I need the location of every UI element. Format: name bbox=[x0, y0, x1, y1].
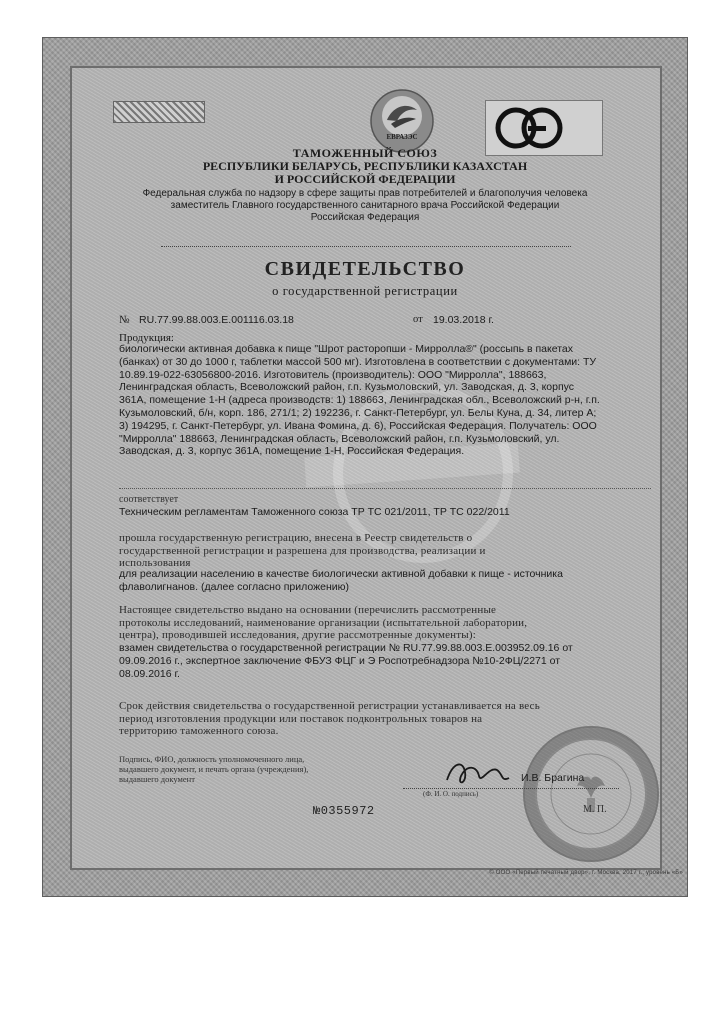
basis-line: центра), проводившей исследования, другие рассмотренные документы): bbox=[119, 629, 476, 641]
signature-caption: (Ф. И. О. подпись) bbox=[423, 790, 479, 798]
agency-underline bbox=[161, 246, 571, 247]
emblem-label: ЕВРАЗЭС bbox=[386, 133, 418, 141]
product-line: Кузьмоловский, б/н, корп. 186, 271/1; 2) 192236, г. Санкт-Петербург, ул. Белы Куна, д. 34, литер А; bbox=[119, 406, 597, 419]
validity-line: территорию таможенного союза. bbox=[119, 725, 279, 737]
seal-eagle-icon bbox=[525, 728, 657, 860]
certificate-date: 19.03.2018 г. bbox=[433, 314, 494, 326]
product-line: 10.89.19-022-63056800-2016. Изготовитель (производитель): ООО "Мирролла", 188663, bbox=[119, 368, 547, 381]
registry-text bbox=[119, 532, 643, 570]
registry-use-line: флаволигнанов. (далее согласно приложению) bbox=[119, 580, 349, 593]
product-line: Ленинградская область, Всеволожский район, г.п. Кузьмоловский, ул. Заводская, д. 3, корпус bbox=[119, 381, 575, 394]
agency-line-3: Российская Федерация bbox=[310, 212, 420, 223]
security-pattern-left bbox=[113, 101, 205, 123]
basis-text bbox=[119, 604, 643, 642]
signature-label bbox=[119, 754, 379, 784]
handwritten-signature bbox=[443, 756, 513, 792]
registry-use-line: для реализации населению в качестве биологически активной добавки к пище - источника bbox=[119, 568, 563, 580]
registry-line: использования bbox=[119, 557, 191, 569]
date-prefix: от bbox=[413, 314, 423, 325]
number-prefix: № bbox=[119, 314, 130, 326]
basis-details bbox=[119, 642, 643, 680]
emblem-icon bbox=[369, 88, 435, 154]
printer-note: © ООО «Первый печатный двор», г. Москва, 2017 г., уровень «Б» bbox=[489, 870, 683, 876]
product-line: биологически активная добавка к пище "Шрот расторопши - Мирролла®" (россыпь в пакетах bbox=[119, 343, 573, 355]
basis-detail-line: взамен свидетельства о государственной регистрации № RU.77.99.88.003.E.003952.09.16 от bbox=[119, 642, 573, 654]
conformity-label: соответствует bbox=[119, 494, 179, 505]
basis-line: Настоящее свидетельство выдано на основании (перечислить рассмотренные bbox=[119, 604, 497, 616]
product-line: 361А, помещение 1-Н (адреса производств: 1) 188663, Ленинградская обл., Всеволожский р-н, г.п. bbox=[119, 394, 600, 407]
registry-line: государственной регистрации и разрешена для производства, реализации и bbox=[119, 544, 486, 557]
registry-use bbox=[119, 568, 643, 594]
basis-line: протоколы исследований, наименование организации (испытательной лаборатории, bbox=[119, 616, 528, 629]
basis-detail-line: 09.09.2016 г., экспертное заключение ФБУЗ ФЦГ и Э Роспотребнадзора №10-2ФЦ/2271 от bbox=[119, 654, 561, 667]
product-line: 3) 194295, г. Санкт-Петербург, ул. Ивана Фомина, д. 6), Российская Федерация. Получатель: ООО bbox=[119, 419, 597, 432]
registry-line: прошла государственную регистрацию, внесена в Реестр свидетельств о bbox=[119, 532, 473, 544]
product-line: (банках) от 30 до 1000 г, таблетки массой 500 мг). Изготовлена в соответствии с документами: ТУ bbox=[119, 355, 597, 368]
product-text bbox=[119, 343, 643, 458]
eac-mark-icon bbox=[494, 106, 564, 150]
signature-label-line: выдавшего документ, и печать органа (учреждения), bbox=[119, 764, 309, 774]
product-underline bbox=[119, 488, 651, 489]
signature-label-line: Подпись, ФИО, должность уполномоченного лица, bbox=[119, 754, 305, 764]
certificate-number: RU.77.99.88.003.E.001116.03.18 bbox=[139, 314, 294, 326]
header-title-1: ТАМОЖЕННЫЙ СОЮЗ bbox=[292, 146, 438, 160]
mp-label: М. П. bbox=[583, 804, 607, 815]
product-line: "Мирролла" 188663, Ленинградская область, Всеволожский район, г.п. Кузьмоловский, ул. bbox=[119, 432, 560, 445]
basis-detail-line: 08.09.2016 г. bbox=[119, 667, 180, 680]
conformity-text: Техническим регламентам Таможенного союза ТР ТС 021/2011, ТР ТС 022/2011 bbox=[119, 506, 510, 518]
signatory-name: И.В. Брагина bbox=[521, 772, 585, 784]
validity-line: период изготовления продукции или поставок подконтрольных товаров на bbox=[119, 712, 483, 725]
agency-line-2: заместитель Главного государственного санитарного врача Российской Федерации bbox=[170, 200, 560, 211]
product-label: Продукция: bbox=[119, 332, 174, 344]
form-number: №0355972 bbox=[313, 804, 375, 818]
certificate-sheet bbox=[42, 37, 688, 897]
header-title-2: РЕСПУБЛИКИ БЕЛАРУСЬ, РЕСПУБЛИКИ КАЗАХСТАН bbox=[202, 159, 528, 173]
signature-line bbox=[403, 788, 619, 789]
certificate-title: СВИДЕТЕЛЬСТВО bbox=[264, 258, 466, 280]
header-title-3: И РОССИЙСКОЙ ФЕДЕРАЦИИ bbox=[274, 172, 456, 186]
certificate-subtitle: о государственной регистрации bbox=[272, 284, 458, 298]
product-line: Заводская, д. 3, корпус 361А, помещение 1-Н, Российская Федерация. bbox=[119, 445, 465, 458]
agency-line-1: Федеральная служба по надзору в сфере защиты прав потребителей и благополучия человека bbox=[142, 188, 588, 199]
official-seal-stamp bbox=[523, 726, 659, 862]
validity-line: Срок действия свидетельства о государственной регистрации устанавливается на весь bbox=[119, 700, 540, 712]
signature-label-line: выдавшего документ bbox=[119, 774, 195, 784]
emblem-evrazes bbox=[369, 88, 435, 154]
